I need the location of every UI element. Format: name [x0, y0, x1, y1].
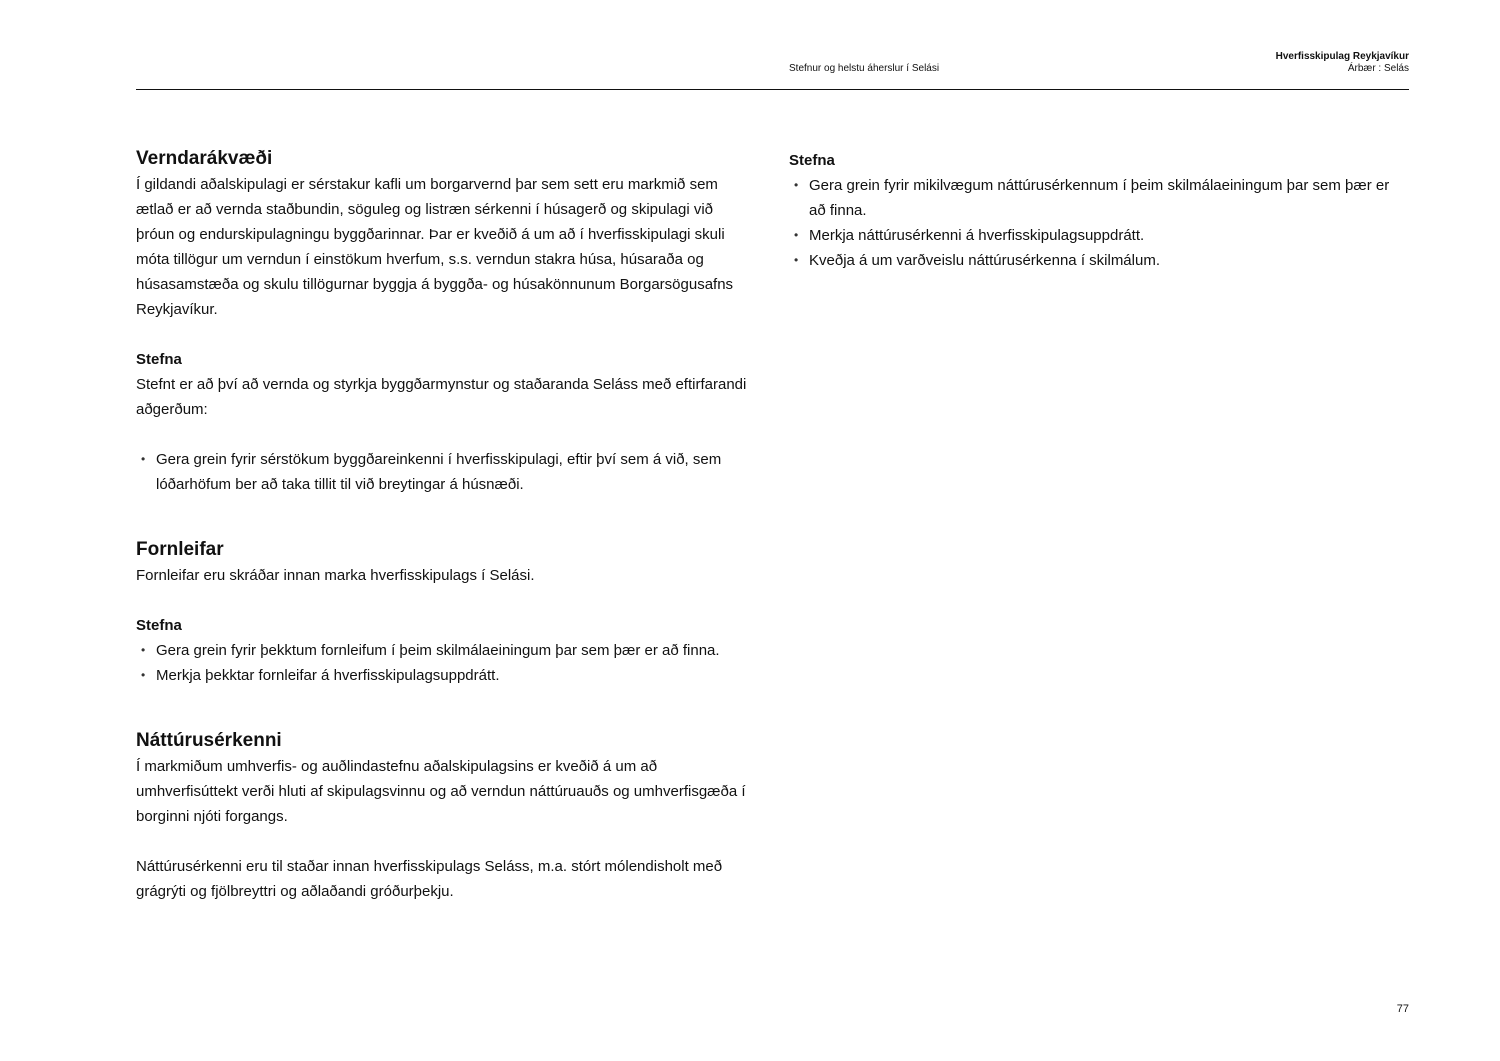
policy-list: [789, 173, 1409, 273]
list-item: • Gera grein fyrir sérstökum byggðareinkenni í hverfisskipulagi, eftir því sem á við, sem lóðarhöfum ber að taka tillit til við breytingar á húsnæði.: [136, 447, 751, 497]
left-column: [136, 146, 751, 904]
policy-list: [136, 447, 751, 497]
document-subtitle: Árbær : Selás: [1347, 63, 1409, 74]
section-heading: Náttúrusérkenni: [136, 730, 282, 751]
section-heading: Verndarákvæði: [136, 148, 273, 169]
section-paragraph: Í markmiðum umhverfis- og auðlindastefnu aðalskipulagsins er kveðið á um að umhverfisúttekt verði hluti af skipulagsvinnu og að verndun náttúruauðs og umhverfisgæða í borginni njóti forgangs.: [136, 758, 746, 825]
policy-intro: Stefnt er að því að vernda og styrkja byggðarmynstur og staðaranda Seláss með eftirfarandi aðgerðum:: [136, 376, 747, 418]
section-fornleifar: [136, 537, 751, 688]
policy-list: [136, 638, 751, 688]
header-divider: [136, 89, 1409, 90]
document-title: Hverfisskipulag Reykjavíkur: [1275, 51, 1409, 62]
list-item: • Gera grein fyrir mikilvægum náttúrusérkennum í þeim skilmálaeiningum þar sem þær er að finna.: [789, 173, 1409, 223]
policy-label: Stefna: [789, 152, 835, 169]
list-item: • Gera grein fyrir þekktum fornleifum í þeim skilmálaeiningum þar sem þær er að finna.: [136, 638, 751, 663]
right-column: [789, 148, 1409, 273]
list-item: • Merkja náttúrusérkenni á hverfisskipulagsuppdrátt.: [789, 223, 1409, 248]
section-verndarakvaedi: [136, 146, 751, 497]
section-paragraph: Í gildandi aðalskipulagi er sérstakur kafli um borgarvernd þar sem sett eru markmið sem ætlað er að vernda staðbundin, söguleg og listræn sérkenni í húsagerð og skipulagi við þróun og endurskipulagningu byggðarinnar. Þar er kveðið á um að í hverfisskipulagi skuli móta tillögur um verndun í einstökum hverfum, s.s. verndun stakra húsa, húsaraða og húsasamstæða og skulu tillögurnar byggja á byggða- og húsakönnunum Borgarsögusafns Reykjavíkur.: [136, 176, 734, 318]
document-header: [1276, 51, 1409, 75]
section-title: Stefnur og helstu áherslur í Selási: [789, 63, 940, 74]
section-paragraph: Fornleifar eru skráðar innan marka hverfisskipulags í Selási.: [136, 567, 535, 584]
list-item: • Merkja þekktar fornleifar á hverfisskipulagsuppdrátt.: [136, 663, 751, 688]
section-natturuserkenni: [136, 728, 751, 904]
section-heading: Fornleifar: [136, 539, 224, 560]
section-paragraph: Náttúrusérkenni eru til staðar innan hverfisskipulags Seláss, m.a. stórt mólendisholt með grágrýti og fjölbreyttri og aðlaðandi gróðurþekju.: [136, 858, 723, 900]
policy-label: Stefna: [136, 351, 182, 368]
policy-label: Stefna: [136, 617, 182, 634]
list-item: • Kveðja á um varðveislu náttúrusérkenna í skilmálum.: [789, 248, 1409, 273]
page-number: 77: [1396, 1003, 1409, 1015]
